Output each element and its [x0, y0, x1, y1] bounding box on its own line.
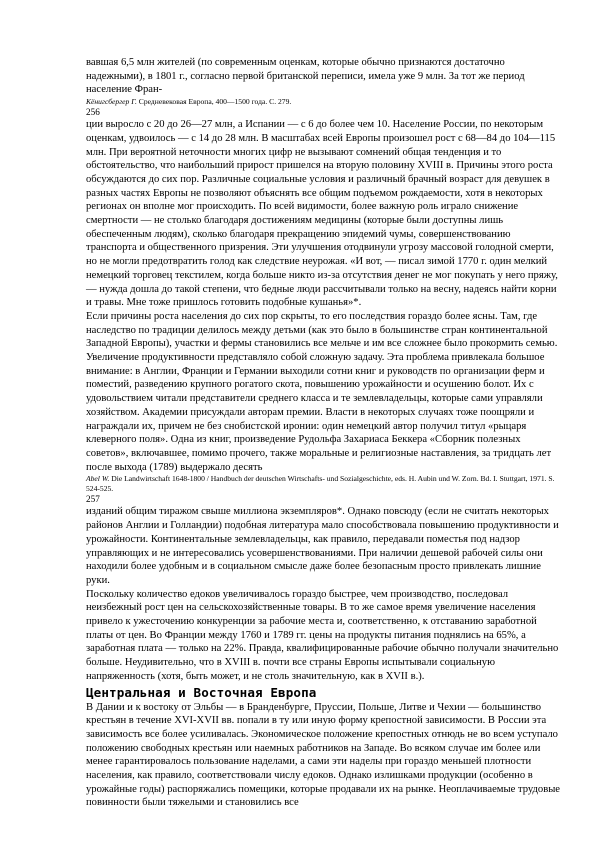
footnote-2-text: Die Landwirtschaft 1648-1800 / Handbuch der deutschen Wirtschafts- und Sozialgeschichte, eds. H. Aubin und W. Zorn. Bd. I. Stuttgart, 1971. S. 524-525. — [86, 474, 555, 494]
paragraph-2: ции выросло с 20 до 26—27 млн, а Испании — с 6 до более чем 10. Население России, по некоторым оценкам, удвоилось — с 14 до 28 млн. В масштабах всей Европы произошел рост с 68—84 до 104—115 млн. При вероятной неточности многих цифр не вызывают сомнений общая тенденция и то обстоятельство, что наибольший прирост пришелся на вторую половину XVIII в. Причины этого роста обсуждаются до сих пор. Различные социальные условия и различный брачный возраст для девушек в разных частях Европы не позволяют объяснять все общим подъемом рождаемости, хотя в некоторых регионах он вполне мог происходить. По всей видимости, более важную роль играло снижение смертности — не столько благодаря достижениям медицины (которые были доступны лишь обеспеченным людям), сколько благодаря прекращению эпидемий чумы, совершенствованию транспорта и общественного призрения. Эти улучшения отодвинули угрозу массовой голодной смерти, но не могли предотвратить голод как следствие неурожая. «И вот, — писал зимой 1770 г. один мелкий немецкий торговец текстилем, когда больше никто из-за отсутствия денег не мог покупать у него пряжу, — нужда дошла до такой степени, что бедные люди рассчитывали только на весну, надеясь найти корни и травы. Мне тоже пришлось готовить подобные кушанья»*. — [86, 119, 558, 309]
page-number-257: 257 — [86, 494, 100, 505]
footnote-1-text: Средневековая Европа, 400—1500 года. С. 279. — [138, 97, 292, 107]
paragraph-3: Если причины роста населения до сих пор скрыты, то его последствия гораздо более ясны. Там, где наследство по традиции делилось между детьми (как это было в большинстве стран континентальной Западной Европы), участки и фермы становились все мельче и им все сложнее было прокормить семью. Увеличение продуктивности представляло собой сложную задачу. Эта проблема привлекала большое внимание: в Англии, Франции и Германии выходили сотни книг и руководств по организации ферм и поместий, разведению крупного рогатого скота, повышению урожайности и осушению болот. Их с удовольствием читали представители среднего класса и те землевладельцы, которые сами управляли хозяйством. Академии присуждали авторам премии. Власти в некоторых случаях тоже поощряли и награждали их, причем не без снобистской иронии: один немецкий автор получил титул «рыцаря клеверного поля». Одна из книг, произведение Рудольфа Захариаса Беккера «Сборник полезных советов», включавшее, помимо прочего, также моральные и религиозные наставления, за тридцать лет после выхода (1789) выдержало десять — [86, 310, 558, 473]
page-number-256: 256 — [86, 107, 100, 118]
footnote-2-author: Abel W. — [86, 474, 110, 484]
paragraph-1: вавшая 6,5 млн жителей (по современным оценкам, которые обычно признаются достаточно надежными), в 1801 г., согласно первой британской переписи, имела уже 9 млн. За тот же период население Фран- — [86, 57, 525, 96]
footnote-1 — [86, 97, 562, 107]
footnote-2 — [86, 474, 562, 494]
footnote-1-author: Кёнигсбергер Г. — [86, 97, 137, 107]
document-page — [86, 56, 562, 810]
paragraph-5: Поскольку количество едоков увеличивалось гораздо быстрее, чем производство, последовал неизбежный рост цен на сельскохозяйственные товары. В то же самое время увеличение населения привело к ужесточению конкуренции за рабочие места и, соответственно, к отставанию заработной платы от цен. Во Франции между 1760 и 1789 гг. цены на продукты питания поднялись на 65%, а заработная плата — только на 22%. Правда, квалифицированные рабочие обычно получали значительно больше. Неудивительно, что в XVIII в. почти все страны Европы испытывали социальную напряженность (хотя, быть может, и не столь значительную, как в XVII в.). — [86, 588, 559, 682]
section-heading: Центральная и Восточная Европа — [86, 684, 317, 700]
paragraph-4: изданий общим тиражом свыше миллиона экземпляров*. Однако повсюду (если не считать некоторых районов Англии и Голландии) подобная литература мало способствовала повышению продуктивности и урожайности. Континентальные землевладельцы, как правило, передавали поместья под надзор управляющих и не интересовались усовершенствованиями. При наличии дешевой рабочей силы они находили более удобным и в социальном смысле даже более безопасным просто привлекать лишние руки. — [86, 506, 559, 586]
paragraph-6: В Дании и к востоку от Эльбы — в Бранденбурге, Пруссии, Польше, Литве и Чехии — большинство крестьян в течение XVI-XVII вв. попали в ту или иную форму крепостной зависимости. В России эта зависимость все более усиливалась. Экономическое положение крепостных отнюдь не во всем уступало положению свободных крестьян или наемных работников на Западе. Во всяком случае им более или менее гарантировалось пользование наделами, а сами эти наделы при гораздо меньшей плотности населения, как правило, соответствовали числу едоков. Однако излишками продукции (особенно в урожайные годы) распоряжались помещики, которые продавали их на рынке. Неоплачиваемые трудовые повинности были тяжелыми и становились все — [86, 701, 561, 809]
